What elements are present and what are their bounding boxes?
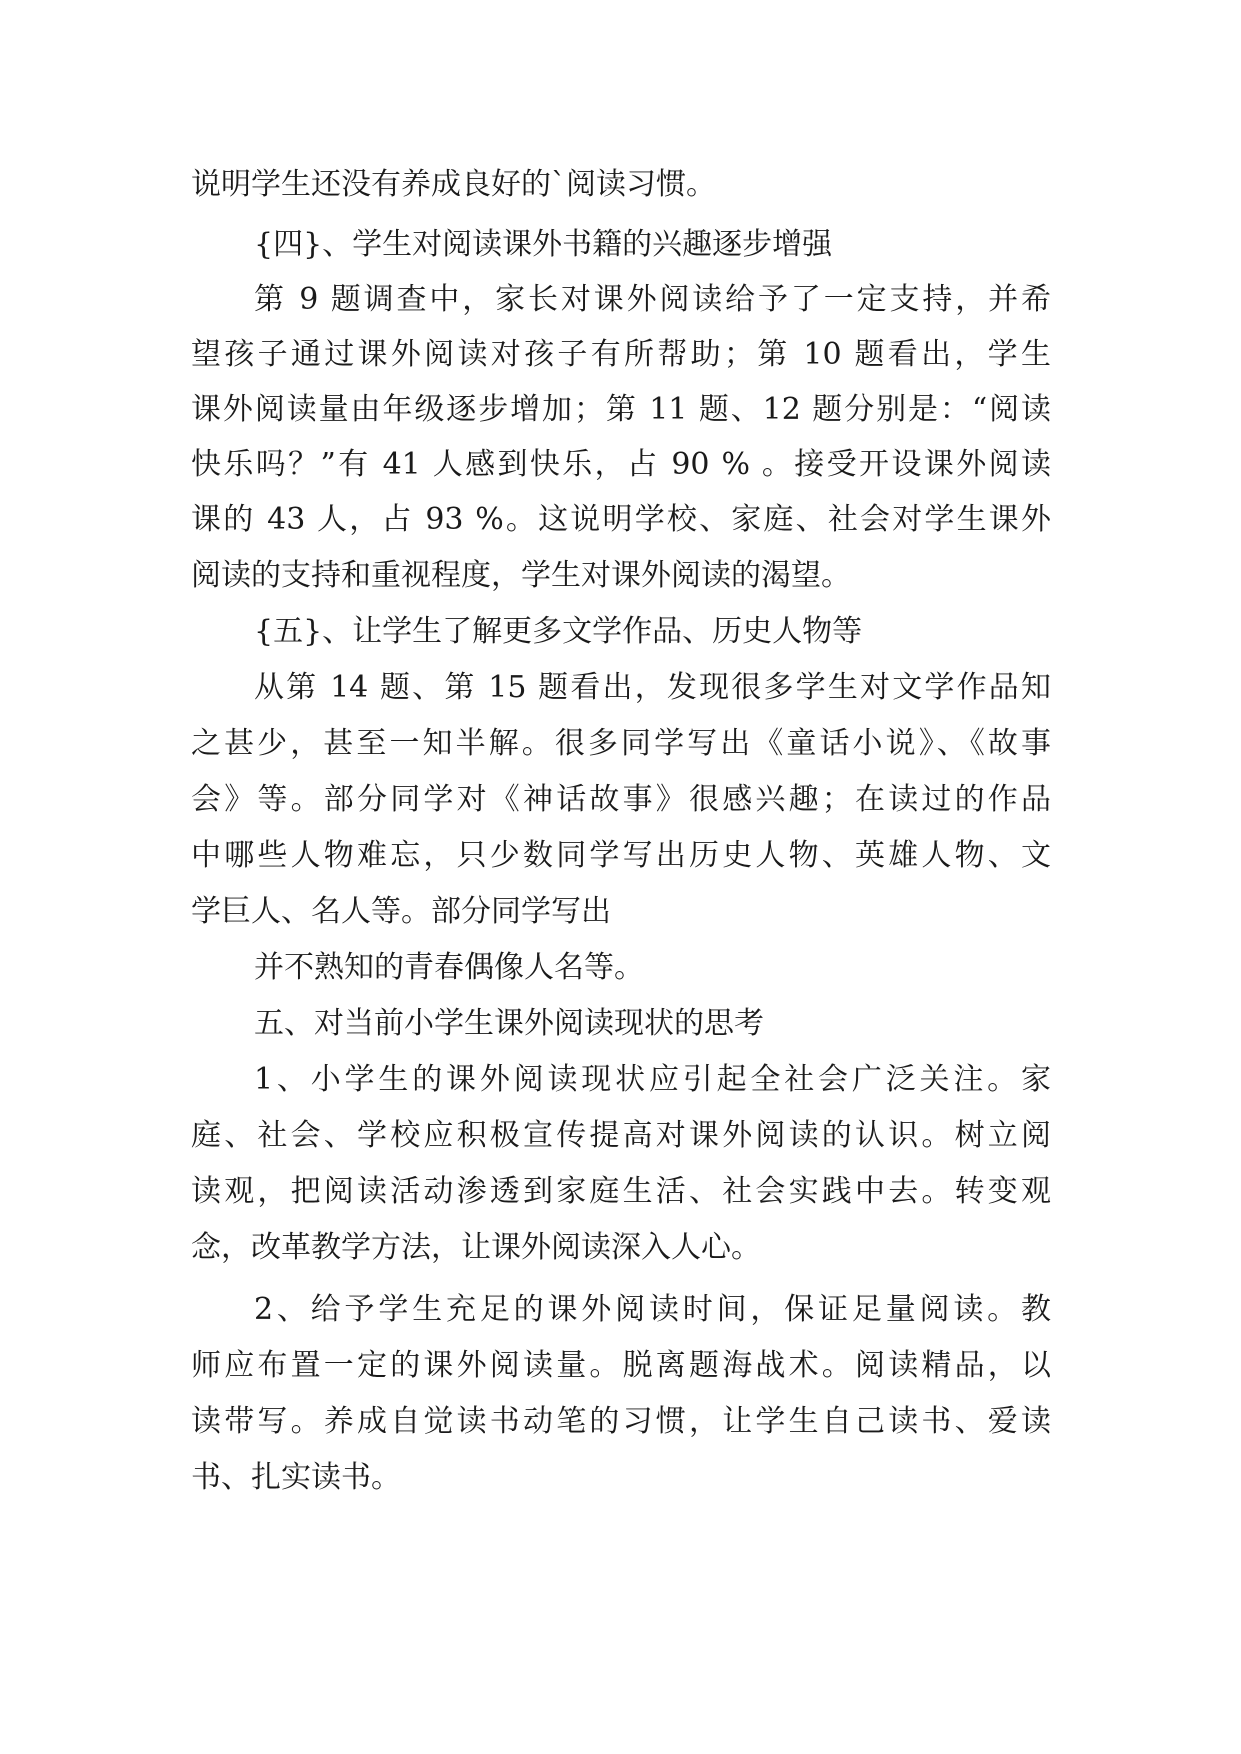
section-heading: {四}、学生对阅读课外书籍的兴趣逐步增强 [254, 227, 833, 262]
paragraph-line: 庭、社会、学校应积极宣传提高对课外阅读的认识。树立阅 [191, 1118, 1051, 1153]
paragraph-line: 阅读的支持和重视程度，学生对课外阅读的渴望。 [191, 558, 851, 593]
paragraph-line: 说明学生还没有养成良好的`阅读习惯。 [191, 167, 716, 202]
paragraph-line: 读带写。养成自觉读书动笔的习惯，让学生自己读书、爱读 [191, 1404, 1051, 1439]
paragraph-line: 1、小学生的课外阅读现状应引起全社会广泛关注。家 [254, 1062, 1051, 1097]
paragraph-line: 师应布置一定的课外阅读量。脱离题海战术。阅读精品，以 [191, 1348, 1051, 1383]
paragraph-line: 2、给予学生充足的课外阅读时间，保证足量阅读。教 [254, 1292, 1051, 1327]
paragraph-line: 望孩子通过课外阅读对孩子有所帮助；第 10 题看出，学生 [191, 337, 1051, 372]
paragraph-line: 读观，把阅读活动渗透到家庭生活、社会实践中去。转变观 [191, 1174, 1051, 1209]
section-heading: {五}、让学生了解更多文学作品、历史人物等 [254, 614, 863, 649]
paragraph-line: 课外阅读量由年级逐步增加；第 11 题、12 题分别是：“阅读 [191, 392, 1051, 427]
paragraph-line: 会》等。部分同学对《神话故事》很感兴趣；在读过的作品 [191, 782, 1051, 817]
paragraph-line: 并不熟知的青春偶像人名等。 [254, 950, 644, 985]
paragraph-line: 课的 43 人，占 93 %。这说明学校、家庭、社会对学生课外 [191, 502, 1051, 537]
paragraph-line: 念，改革教学方法，让课外阅读深入人心。 [191, 1230, 761, 1265]
paragraph-line: 书、扎实读书。 [191, 1460, 401, 1495]
paragraph-line: 之甚少，甚至一知半解。很多同学写出《童话小说》、《故事 [191, 726, 1051, 761]
paragraph-line: 从第 14 题、第 15 题看出，发现很多学生对文学作品知 [254, 670, 1051, 705]
paragraph-line: 第 9 题调查中，家长对课外阅读给予了一定支持，并希 [254, 282, 1051, 317]
paragraph-line: 学巨人、名人等。部分同学写出 [191, 894, 611, 929]
paragraph-line: 快乐吗？”有 41 人感到快乐，占 90 % 。接受开设课外阅读 [191, 447, 1051, 482]
section-heading: 五、对当前小学生课外阅读现状的思考 [254, 1006, 764, 1041]
paragraph-line: 中哪些人物难忘，只少数同学写出历史人物、英雄人物、文 [191, 838, 1051, 873]
